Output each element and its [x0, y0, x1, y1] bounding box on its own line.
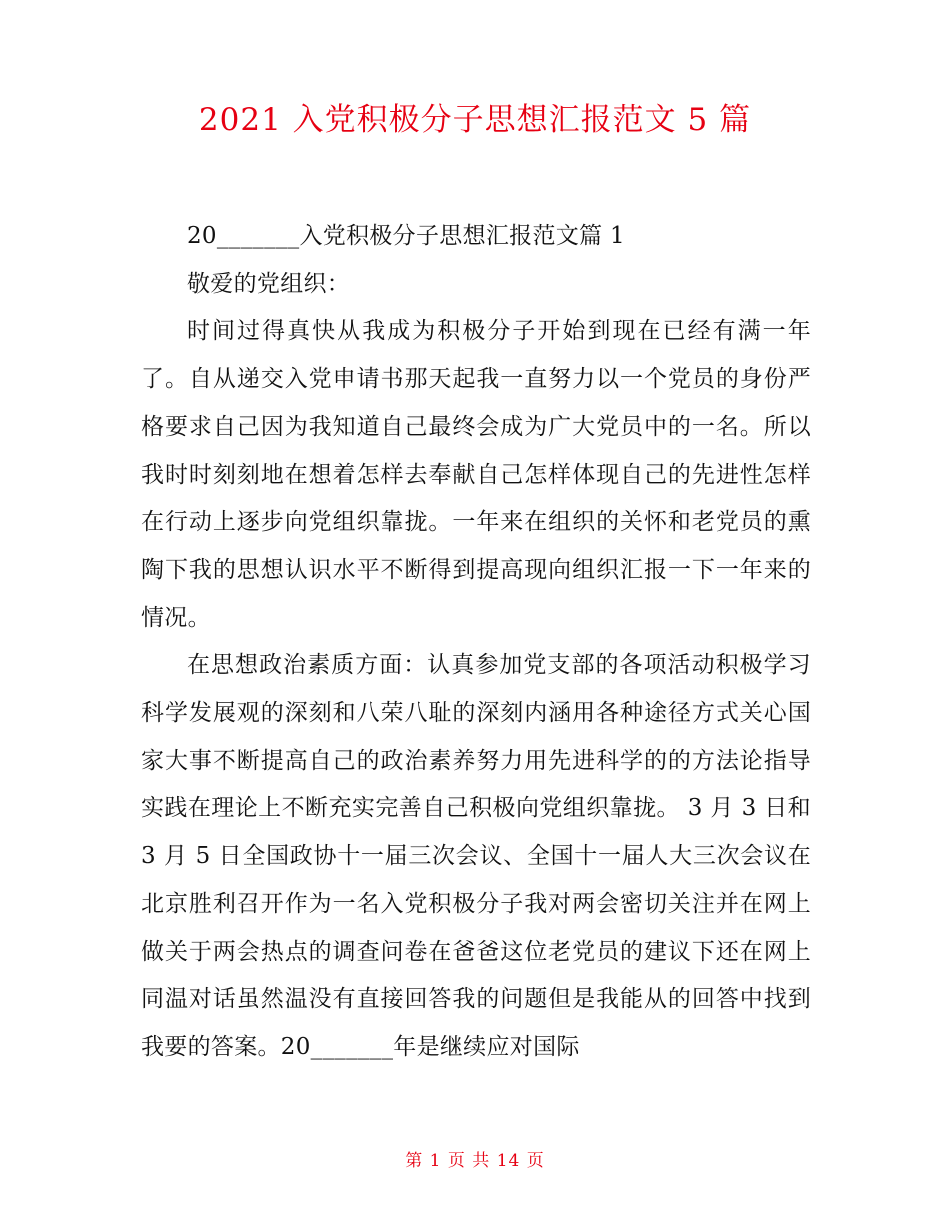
- document-title: 2021 入党积极分子思想汇报范文 5 篇: [198, 102, 752, 138]
- section-heading: 20_______入党积极分子思想汇报范文篇 1: [187, 223, 625, 249]
- page-footer: 第 1 页 共 14 页: [405, 1151, 545, 1171]
- body-paragraph: 在思想政治素质方面：认真参加党支部的各项活动积极学习科学发展观的深刻和八荣八耻的深刻内涵用各种途径方式关心国家大事不断提高自己的政治素养努力用先进科学的的方法论指导实践在理论上不断充实完善自己积极向党组织靠拢。 3 月 3 日和 3 月 5 日全国政协十一届三次会议、全国十一届人大三次会议在北京胜利召开作为一名入党积极分子我对两会密切关注并在网上做关于两会热点的调查问卷在爸爸这位老党员的建议下还在网上同温对话虽然温没有直接回答我的问题但是我能从的回答中找到我要的答案。20_______年是继续应对国际: [141, 652, 811, 1060]
- body-paragraph: 时间过得真快从我成为积极分子开始到现在已经有满一年了。自从递交入党申请书那天起我一直努力以一个党员的身份严格要求自己因为我知道自己最终会成为广大党员中的一名。所以我时时刻刻地在想着怎样去奉献自己怎样体现自己的先进性怎样在行动上逐步向党组织靠拢。一年来在组织的关怀和老党员的熏陶下我的思想认识水平不断得到提高现向组织汇报一下一年来的情况。: [141, 318, 811, 631]
- document-body: [141, 213, 811, 1072]
- salutation: 敬爱的党组织：: [187, 270, 351, 297]
